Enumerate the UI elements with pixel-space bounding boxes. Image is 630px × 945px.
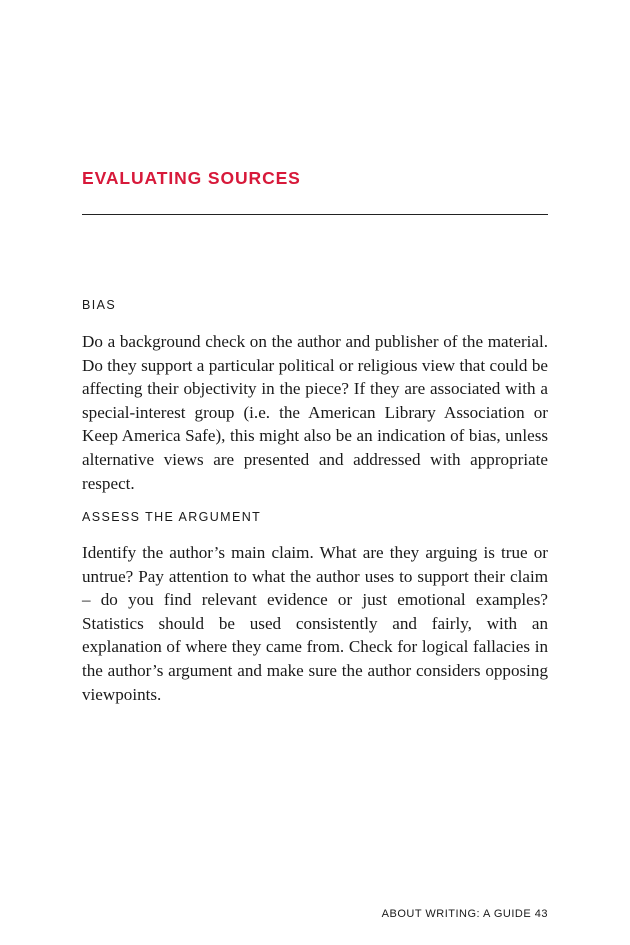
section-body-bias: Do a background check on the author and publisher of the material. Do they support a particular political or religious view that could be affecting their objectivity in the piece? If they are associated with a special-interest group (i.e. the American Library Association or Keep America Safe), this might also be an indication of bias, unless alternative views are presented and addressed with appropriate respect. bbox=[82, 332, 548, 493]
running-title: ABOUT WRITING: A GUIDE bbox=[381, 908, 532, 920]
title-divider bbox=[82, 214, 548, 215]
page-number: 43 bbox=[534, 908, 548, 920]
section-body-assess-argument: Identify the author’s main claim. What are they arguing is true or untrue? Pay attention to what the author uses to support their claim – do you find relevant evidence or just emotional examples? Statistics should be used consistently and fairly, with an explanation of where they came from. Check for logical fallacies in the author’s argument and make sure the author considers opposing viewpoints. bbox=[82, 543, 548, 704]
section-heading-bias: BIAS bbox=[82, 298, 117, 312]
section-heading-assess-argument: ASSESS THE ARGUMENT bbox=[82, 510, 262, 524]
page-footer bbox=[382, 908, 548, 920]
chapter-title: EVALUATING SOURCES bbox=[82, 168, 301, 188]
